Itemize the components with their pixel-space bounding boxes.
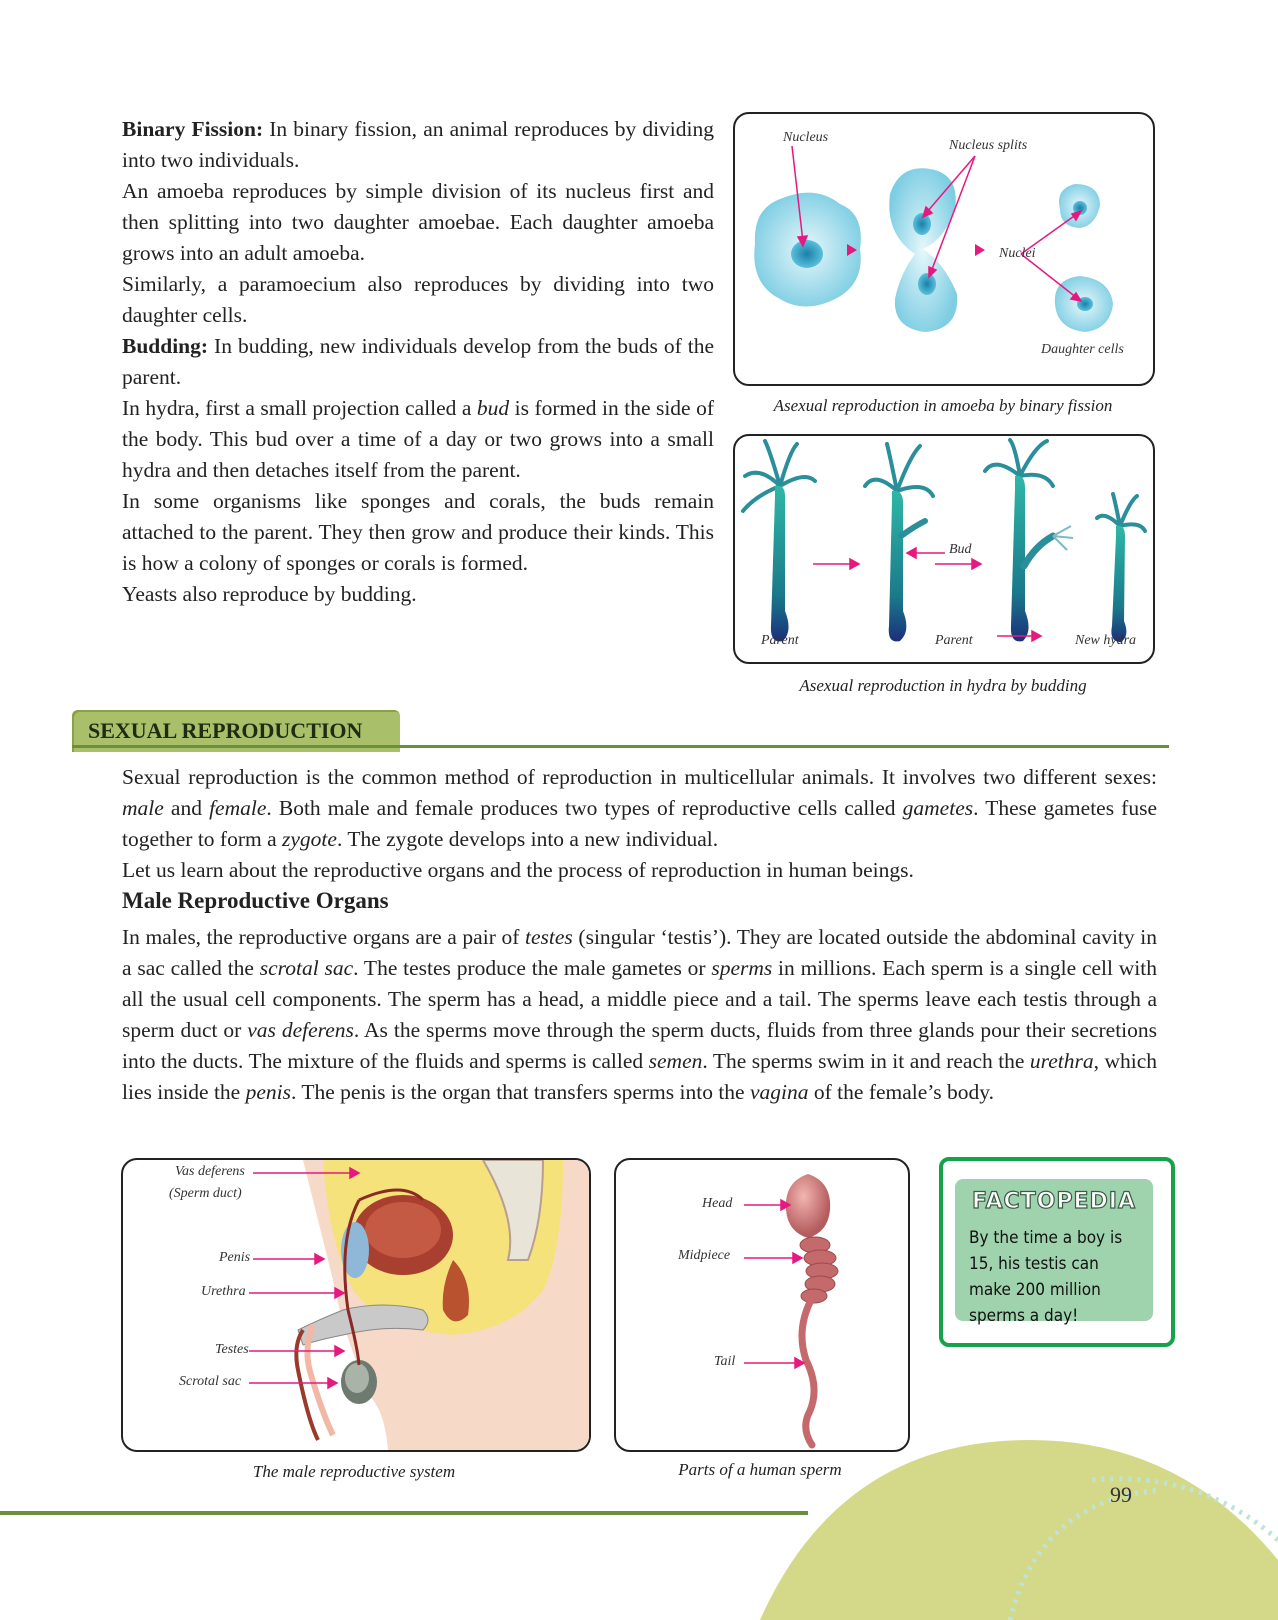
sponges-paragraph: In some organisms like sponges and corals, the buds remain attached to the parent. They then grow and produce their kinds. This is how a colony of sponges or corals is formed. [122, 489, 714, 575]
hydra-figure [733, 434, 1155, 664]
male-organs-paragraph: In males, the reproductive organs are a pair of testes (singular ‘testis’). They are located outside the abdominal cavity in a sac called the scrotal sac. The testes produce the male gametes or sperms in millions. Each sperm is a single cell with all the usual cell components. The sperm has a head, a middle piece and a tail. The sperms leave each testis through a sperm duct or vas deferens. As the sperms move through the sperm ducts, fluids from three glands pour their secretions into the ducts. The mixture of the fluids and sperms is called semen. The sperms swim in it and reach the urethra, which lies inside the penis. The penis is the organ that transfers sperms into the vagina of the female’s body. [122, 925, 1158, 1104]
sperm-illustration [616, 1160, 908, 1450]
label-penis: Penis [219, 1250, 251, 1265]
binary-fission-paragraph: Binary Fission: In binary fission, an animal reproduces by dividing into two individuals. [122, 117, 714, 172]
label-urethra: Urethra [201, 1284, 246, 1299]
learn-paragraph: Let us learn about the reproductive organs and the process of reproduction in human beings. [122, 858, 914, 882]
label-tail: Tail [714, 1354, 736, 1369]
factopedia-box [939, 1157, 1175, 1347]
label-vas-deferens: Vas deferens [175, 1164, 245, 1179]
section-heading: SEXUAL REPRODUCTION [88, 718, 363, 743]
factopedia-text: By the time a boy is 15, his testis can make 200 million sperms a day! [969, 1228, 1123, 1326]
sperm-caption: Parts of a human sperm [678, 1460, 842, 1479]
male-system-caption: The male reproductive system [252, 1462, 456, 1481]
hydra-caption: Asexual reproduction in hydra by budding [799, 676, 1087, 695]
factopedia-title: FACTOPEDIA [971, 1189, 1136, 1214]
section-heading-rule [72, 745, 1169, 748]
label-sperm-duct: (Sperm duct) [169, 1186, 242, 1201]
page-number: 99 [1110, 1482, 1132, 1507]
male-system-illustration [123, 1160, 589, 1450]
sexual-reproduction-text [122, 762, 1157, 886]
label-parent-2: Parent [935, 633, 973, 648]
amoeba-caption: Asexual reproduction in amoeba by binary fission [773, 396, 1113, 415]
label-nucleus-splits: Nucleus splits [949, 138, 1028, 153]
label-nucleus: Nucleus [783, 130, 829, 145]
label-head: Head [702, 1196, 733, 1211]
label-parent-1: Parent [761, 633, 799, 648]
male-system-figure [121, 1158, 591, 1452]
footer-rule [0, 1511, 808, 1515]
label-new-hydra: New hydra [1075, 633, 1137, 648]
label-nuclei: Nuclei [999, 246, 1036, 261]
budding-paragraph: Budding: In budding, new individuals develop from the buds of the parent. [122, 334, 714, 389]
label-daughter-cells: Daughter cells [1041, 342, 1124, 357]
label-bud: Bud [949, 542, 972, 557]
amoeba-figure [733, 112, 1155, 386]
yeasts-paragraph: Yeasts also reproduce by budding. [122, 582, 417, 606]
left-column-text [122, 114, 714, 610]
label-scrotal-sac: Scrotal sac [179, 1374, 242, 1389]
budding-title: Budding: [122, 334, 209, 358]
amoeba-paragraph: An amoeba reproduces by simple division of its nucleus first and then splitting into two daughter amoebae. Each daughter amoeba grows into an adult amoeba. [122, 179, 714, 265]
sexual-reproduction-paragraph: Sexual reproduction is the common method of reproduction in multicellular animals. It involves two different sexes: male and female. Both male and female produces two types of reproductive cells called gametes. These gametes fuse together to form a zygote. The zygote develops into a new individual. [122, 765, 1158, 851]
paramoecium-paragraph: Similarly, a paramoecium also reproduces by dividing into two daughter cells. [122, 272, 714, 327]
hydra-paragraph: In hydra, first a small projection called a bud is formed in the side of the body. This bud over a time of a day or two grows into a small hydra and then detaches itself from the parent. [122, 396, 714, 482]
label-testes: Testes [215, 1342, 249, 1357]
factopedia-panel [955, 1179, 1153, 1326]
sperm-figure [614, 1158, 910, 1452]
binary-fission-title: Binary Fission: [122, 117, 264, 141]
male-organs-subheading: Male Reproductive Organs [122, 888, 389, 913]
male-organs-text [122, 922, 1157, 1108]
hydra-illustration [735, 436, 1153, 662]
label-midpiece: Midpiece [678, 1248, 731, 1263]
